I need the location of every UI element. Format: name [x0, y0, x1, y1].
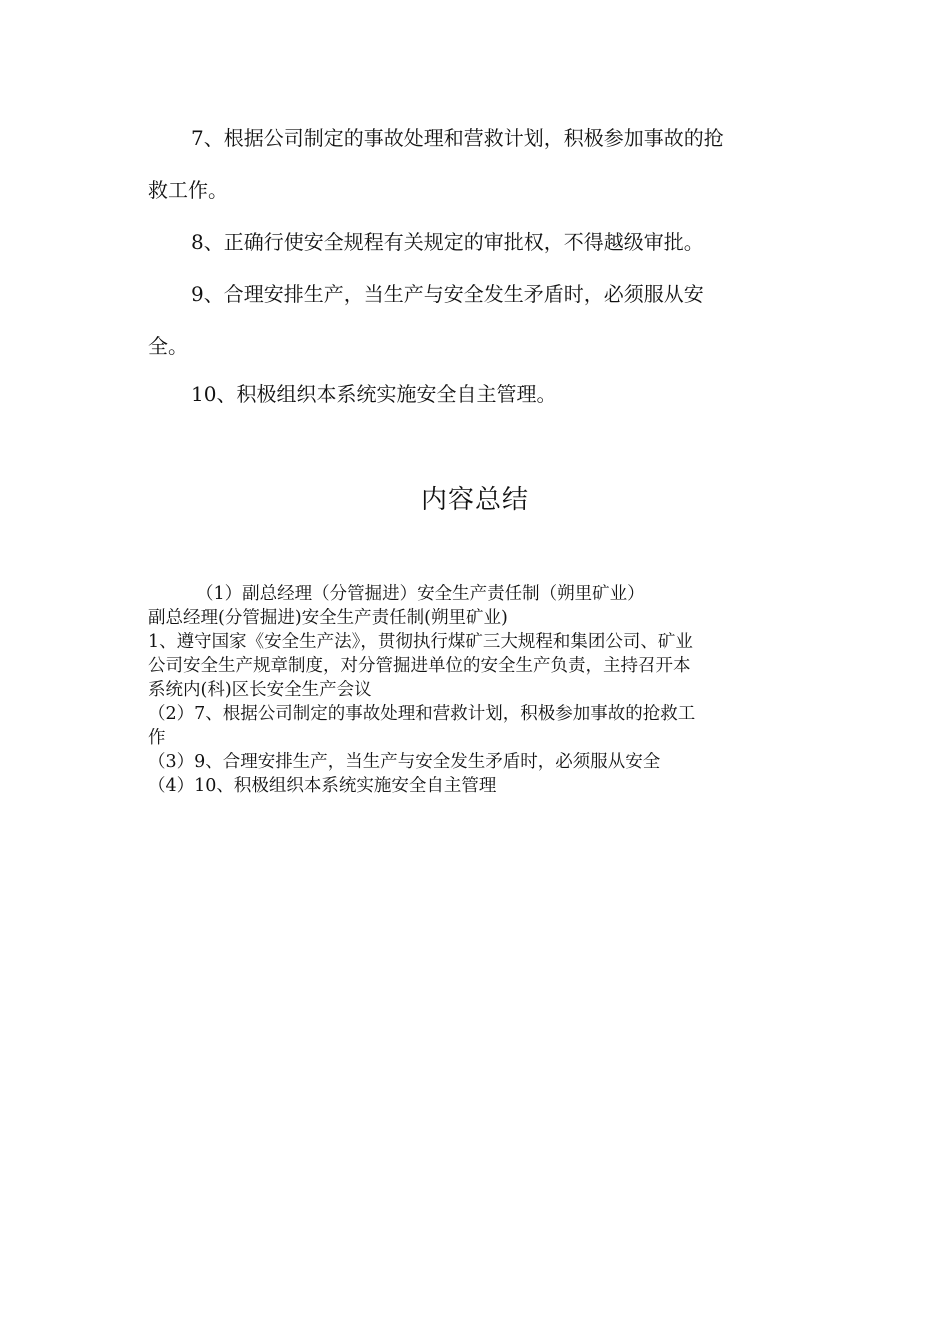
summary-line-8: （3）9、合理安排生产，当生产与安全发生矛盾时，必须服从安全: [148, 752, 661, 772]
summary-line-7: 作: [148, 728, 166, 748]
summary-line-1: （1）副总经理（分管掘进）安全生产责任制（朔里矿业）: [196, 584, 645, 604]
summary-line-5: 系统内(科)区长安全生产会议: [148, 680, 372, 700]
paragraph-10: 10、积极组织本系统实施安全自主管理。: [191, 382, 557, 406]
summary-heading: 内容总结: [420, 485, 529, 515]
paragraph-7-line-2: 救工作。: [148, 178, 228, 202]
summary-line-4: 公司安全生产规章制度，对分管掘进单位的安全生产负责，主持召开本: [148, 656, 691, 676]
paragraph-9-line-2: 全。: [148, 334, 188, 358]
summary-line-9: （4）10、积极组织本系统实施安全自主管理: [148, 776, 497, 796]
summary-line-2: 副总经理(分管掘进)安全生产责任制(朔里矿业): [148, 608, 508, 628]
paragraph-8: 8、正确行使安全规程有关规定的审批权，不得越级审批。: [191, 230, 704, 254]
summary-line-3: 1、遵守国家《安全生产法》，贯彻执行煤矿三大规程和集团公司、矿业: [148, 632, 693, 652]
paragraph-9-line-1: 9、合理安排生产，当生产与安全发生矛盾时，必须服从安: [191, 282, 704, 306]
summary-line-6: （2）7、根据公司制定的事故处理和营救计划，积极参加事故的抢救工: [148, 704, 696, 724]
paragraph-7-line-1: 7、根据公司制定的事故处理和营救计划，积极参加事故的抢: [191, 126, 724, 150]
